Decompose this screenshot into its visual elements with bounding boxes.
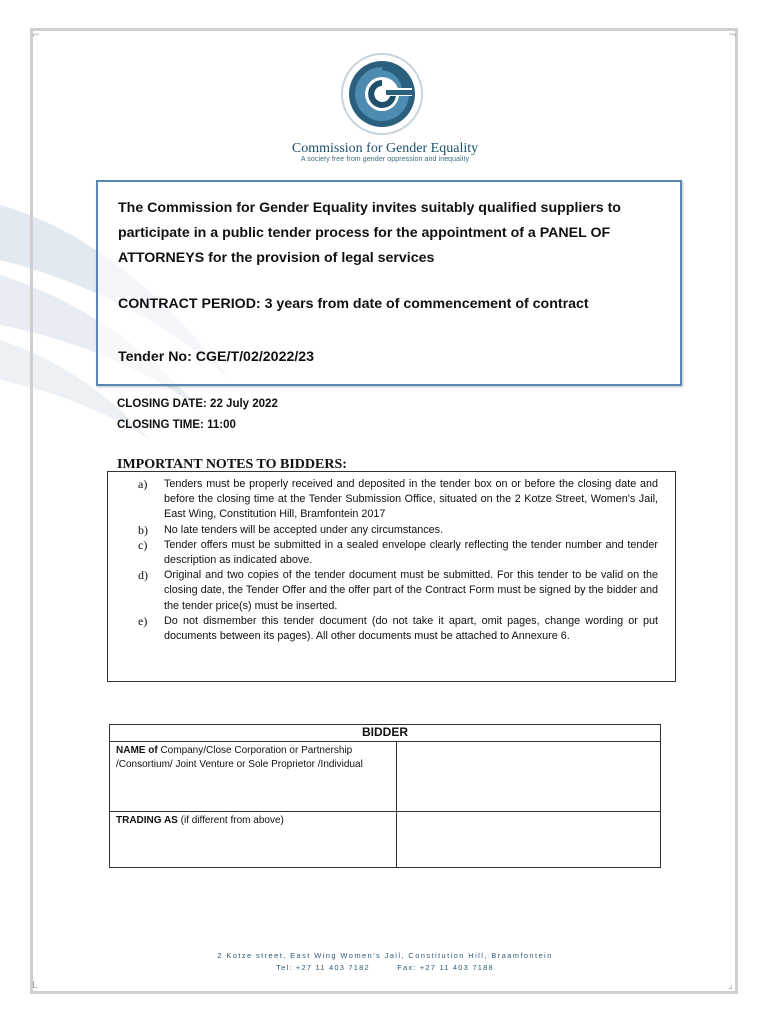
cge-logo-icon [340,52,424,136]
organization-name: Commission for Gender Equality [291,141,479,156]
note-item [138,568,658,614]
notes-title: IMPORTANT NOTES TO BIDDERS: [117,457,347,472]
footer-tel: Tel: +27 11 403 7182 [276,963,370,972]
closing-date: CLOSING DATE: 22 July 2022 [117,398,278,410]
note-item [138,523,658,538]
footer-contacts [0,963,770,972]
note-marker: c) [138,537,148,552]
corner-mark-top-left: ⌐ [32,30,41,41]
note-marker: a) [138,477,148,491]
invitation-text: The Commission for Gender Equality invites suitably qualified suppliers to participate in a public tender process for the appointment of a PANEL OF ATTORNEYS for the provision of legal services [118,200,621,266]
corner-mark-bottom-left: L [32,980,38,991]
note-marker: e) [138,613,148,628]
closing-time: CLOSING TIME: 11:00 [117,419,236,431]
corner-mark-top-right: ¬ [728,30,737,41]
bidder-table [109,724,661,868]
note-marker: b) [138,522,148,537]
note-text: Tenders must be properly received and deposited in the tender box on or before the closing date and before the closing time at the Tender Submission Office, situated on the 2 Kotze Street, Women's Jail, East Wing, Constitution Hill, Bramfontein 2017 [164,478,658,521]
trading-as-label: TRADING AS (if different from above) [110,812,397,868]
footer-address: 2 Kotze street, East Wing Women's Jail, Constitution Hill, Braamfontein [217,951,553,960]
notes-list [138,477,658,644]
note-item [138,477,658,523]
bidder-name-field[interactable] [397,742,661,812]
invitation-box [96,180,682,386]
notes-box [107,471,676,682]
trading-as-field[interactable] [397,812,661,868]
bidder-header: BIDDER [110,725,661,742]
note-text: Do not dismember this tender document (do not take it apart, omit pages, change wording or put documents between its pages). All other documents must be attached to Annexure 6. [164,614,658,643]
note-marker: d) [138,568,148,583]
note-item [138,538,658,568]
contract-period: CONTRACT PERIOD: 3 years from date of commencement of contract [118,296,589,312]
organization-tagline: A society free from gender oppression and inequality [300,156,470,163]
bidder-name-label: NAME of Company/Close Corporation or Partnership /Consortium/ Joint Venture or Sole Proprietor /Individual [110,742,397,812]
note-item [138,614,658,644]
footer-fax: Fax: +27 11 403 7188 [397,963,494,972]
note-text: No late tenders will be accepted under any circumstances. [164,523,444,536]
note-text: Tender offers must be submitted in a sealed envelope clearly reflecting the tender number and tender description as indicated above. [164,538,658,567]
corner-mark-bottom-right: ⌟ [728,980,733,991]
note-text: Original and two copies of the tender document must be submitted. For this tender to be valid on the closing date, the Tender Offer and the offer part of the Contract Form must be signed by the bidder and the tender price(s) must be inserted. [164,569,658,612]
tender-number: Tender No: CGE/T/02/2022/23 [118,349,315,365]
